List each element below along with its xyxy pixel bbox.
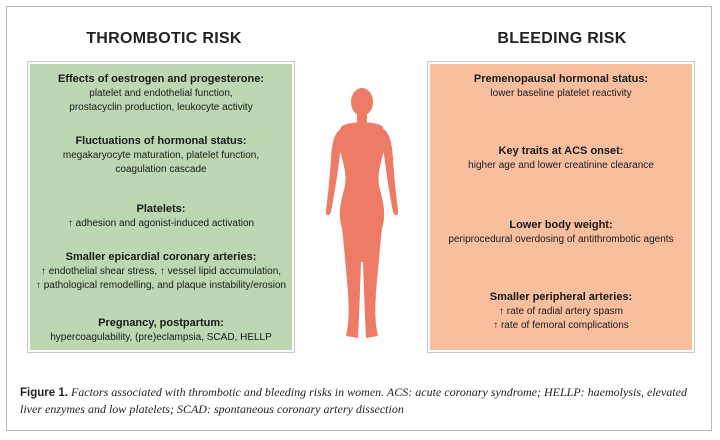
factor-heading: Smaller epicardial coronary arteries:: [65, 251, 257, 263]
woman-silhouette-icon: [320, 86, 404, 342]
thrombotic-risk-panel: [28, 62, 294, 352]
factor-line: ↑ pathological remodelling, and plaque instability/erosion: [35, 280, 287, 291]
factor-heading: Premenopausal hormonal status:: [473, 73, 649, 85]
factor-body-weight: [430, 218, 692, 247]
factor-heading: Platelets:: [136, 203, 186, 215]
factor-peripheral-arteries: [430, 290, 692, 333]
factor-line: hypercoagulability, (pre)eclampsia, SCAD, HELLP: [50, 332, 272, 343]
factor-epicardial-arteries: [30, 250, 292, 293]
factor-line: ↑ adhesion and agonist-induced activation: [67, 218, 255, 229]
thrombotic-risk-title: THROMBOTIC RISK: [86, 30, 242, 47]
bleeding-risk-panel: [428, 62, 694, 352]
factor-line: megakaryocyte maturation, platelet function,: [62, 150, 260, 161]
factor-line: periprocedural overdosing of antithrombotic agents: [448, 234, 674, 245]
factor-line: lower baseline platelet reactivity: [490, 88, 632, 99]
factor-line: ↑ endothelial shear stress, ↑ vessel lipid accumulation,: [40, 266, 282, 277]
factor-hormone-effects: [30, 72, 292, 115]
factor-heading: Pregnancy, postpartum:: [98, 317, 224, 329]
caption-text: Factors associated with thrombotic and bleeding risks in women. ACS: acute coronary syndrome; HELLP: haemolysis, elevated liver enzymes and low platelets; SCAD: spontaneous coronary artery dissection: [20, 385, 687, 416]
caption-label: Figure 1.: [20, 387, 68, 399]
figure-caption: [20, 384, 710, 417]
bleeding-risk-title: BLEEDING RISK: [497, 30, 627, 47]
factor-acs-onset-traits: [430, 144, 692, 173]
factor-heading: Lower body weight:: [509, 219, 613, 231]
factor-line: coagulation cascade: [115, 164, 207, 175]
factor-pregnancy: [30, 316, 292, 345]
factor-premenopausal-status: [430, 72, 692, 101]
factor-heading: Key traits at ACS onset:: [498, 145, 624, 157]
factor-line: higher age and lower creatinine clearance: [468, 160, 654, 171]
factor-line: ↑ rate of femoral complications: [493, 320, 629, 331]
factor-line: platelet and endothelial function,: [89, 88, 233, 99]
factor-heading: Fluctuations of hormonal status:: [75, 135, 247, 147]
factor-line: ↑ rate of radial artery spasm: [499, 306, 623, 317]
factor-heading: Smaller peripheral arteries:: [489, 291, 633, 303]
factor-heading: Effects of oestrogen and progesterone:: [58, 73, 264, 85]
factor-line: prostacyclin production, leukocyte activity: [69, 102, 253, 113]
factor-platelets: [30, 202, 292, 231]
factor-hormonal-fluctuations: [30, 134, 292, 177]
